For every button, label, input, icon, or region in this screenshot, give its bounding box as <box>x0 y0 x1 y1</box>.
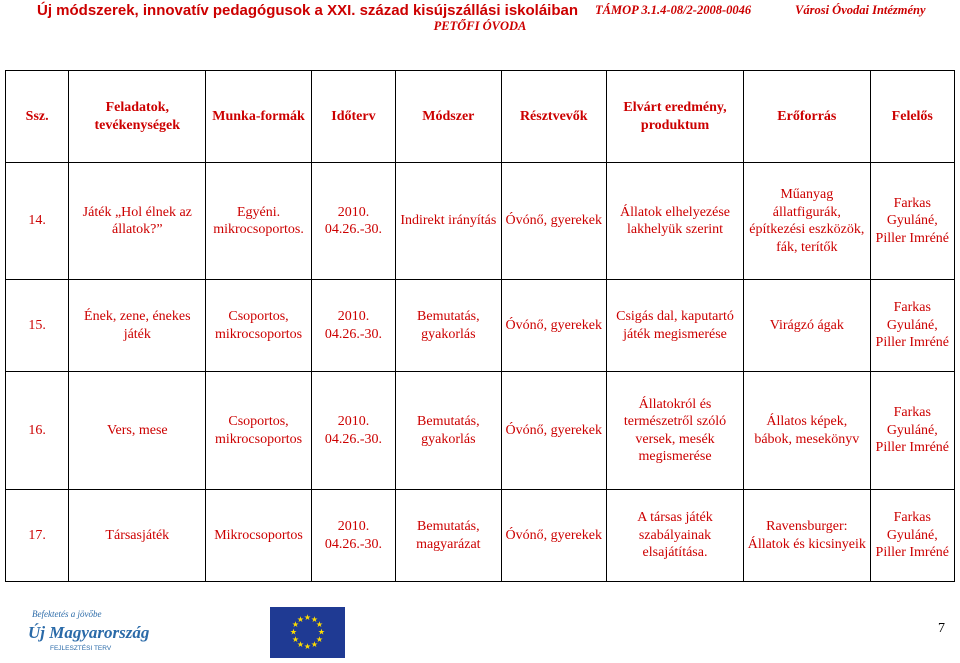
cell-expected-result: Állatokról és természetről szóló versek, mesék megismerése <box>606 372 743 490</box>
cell-task: Ének, zene, énekes játék <box>69 280 206 372</box>
cell-work-form: Csoportos, mikrocsoportos <box>206 372 311 490</box>
cell-participants: Óvónő, gyerekek <box>501 163 606 280</box>
logo-title: Új Magyarország <box>28 623 150 642</box>
cell-work-form: Mikrocsoportos <box>206 490 311 582</box>
table-row <box>6 490 955 582</box>
cell-responsible: Farkas Gyuláné, Piller Imréné <box>870 490 954 582</box>
table-header-row <box>6 71 955 163</box>
table-row <box>6 163 955 280</box>
page-number: 7 <box>938 621 945 636</box>
svg-text:★: ★ <box>303 642 312 651</box>
header-cell-schedule: Időterv <box>311 71 395 163</box>
header-cell-participants: Résztvevők <box>501 71 606 163</box>
cell-responsible: Farkas Gyuláné, Piller Imréné <box>870 163 954 280</box>
cell-responsible: Farkas Gyuláné, Piller Imréné <box>870 372 954 490</box>
cell-ssz: 16. <box>6 372 69 490</box>
uj-magyarorszag-logo <box>28 607 150 655</box>
cell-participants: Óvónő, gyerekek <box>501 490 606 582</box>
svg-text:★: ★ <box>291 620 300 629</box>
cell-method: Bemutatás, magyarázat <box>396 490 501 582</box>
cell-expected-result: Csigás dal, kaputartó játék megismerése <box>606 280 743 372</box>
header-cell-resources: Erőforrás <box>744 71 871 163</box>
header-cell-work-forms: Munka-formák <box>206 71 311 163</box>
svg-text:★: ★ <box>310 615 319 624</box>
cell-schedule: 2010. 04.26.-30. <box>311 280 395 372</box>
cell-expected-result: Állatok elhelyezése lakhelyük szerint <box>606 163 743 280</box>
cell-schedule: 2010. 04.26.-30. <box>311 372 395 490</box>
cell-work-form: Csoportos, mikrocsoportos <box>206 280 311 372</box>
cell-schedule: 2010. 04.26.-30. <box>311 163 395 280</box>
cell-responsible: Farkas Gyuláné, Piller Imréné <box>870 280 954 372</box>
cell-task: Társasjáték <box>69 490 206 582</box>
cell-participants: Óvónő, gyerekek <box>501 280 606 372</box>
svg-text:★: ★ <box>296 640 305 649</box>
cell-task: Játék „Hol élnek az állatok?” <box>69 163 206 280</box>
cell-method: Bemutatás, gyakorlás <box>396 372 501 490</box>
svg-text:★: ★ <box>289 627 298 637</box>
header-subtitle: PETŐFI ÓVODA <box>433 19 527 33</box>
page-footer <box>0 600 960 662</box>
cell-schedule: 2010. 04.26.-30. <box>311 490 395 582</box>
cell-participants: Óvónő, gyerekek <box>501 372 606 490</box>
cell-work-form: Egyéni. mikrocsoportos. <box>206 163 311 280</box>
page-header <box>0 0 960 40</box>
cell-ssz: 17. <box>6 490 69 582</box>
header-cell-responsible: Felelős <box>870 71 954 163</box>
eu-stars <box>270 607 345 658</box>
cell-resources: Ravensburger: Állatok és kicsinyeik <box>744 490 871 582</box>
cell-ssz: 15. <box>6 280 69 372</box>
header-project-code: TÁMOP 3.1.4-08/2-2008-0046 <box>595 3 752 17</box>
cell-resources: Műanyag állatfigurák, építkezési eszközök, fák, terítők <box>744 163 871 280</box>
header-cell-ssz: Ssz. <box>6 71 69 163</box>
header-cell-method: Módszer <box>396 71 501 163</box>
logo-subtitle: FEJLESZTÉSI TERV <box>50 645 112 652</box>
cell-method: Indirekt irányítás <box>396 163 501 280</box>
svg-text:★: ★ <box>315 620 324 629</box>
cell-method: Bemutatás, gyakorlás <box>396 280 501 372</box>
cell-resources: Állatos képek, bábok, mesekönyv <box>744 372 871 490</box>
svg-text:★: ★ <box>296 615 305 624</box>
table-row <box>6 372 955 490</box>
svg-text:★: ★ <box>315 635 324 644</box>
table-row <box>6 280 955 372</box>
svg-text:★: ★ <box>303 613 312 622</box>
svg-text:★: ★ <box>310 640 319 649</box>
cell-task: Vers, mese <box>69 372 206 490</box>
header-institution: Városi Óvodai Intézmény <box>795 3 926 17</box>
eu-flag-icon <box>270 607 345 658</box>
cell-resources: Virágzó ágak <box>744 280 871 372</box>
header-cell-expected-result: Elvárt eredmény, produktum <box>606 71 743 163</box>
activity-plan-table <box>5 70 955 582</box>
svg-text:★: ★ <box>291 635 300 644</box>
cell-ssz: 14. <box>6 163 69 280</box>
header-title: Új módszerek, innovatív pedagógusok a XXI. század kisújszállási iskoláiban <box>37 2 579 19</box>
cell-expected-result: A társas játék szabályainak elsajátítása. <box>606 490 743 582</box>
logo-tagline: Befektetés a jövőbe <box>32 609 102 619</box>
header-cell-tasks: Feladatok, tevékenységek <box>69 71 206 163</box>
svg-text:★: ★ <box>317 627 326 637</box>
